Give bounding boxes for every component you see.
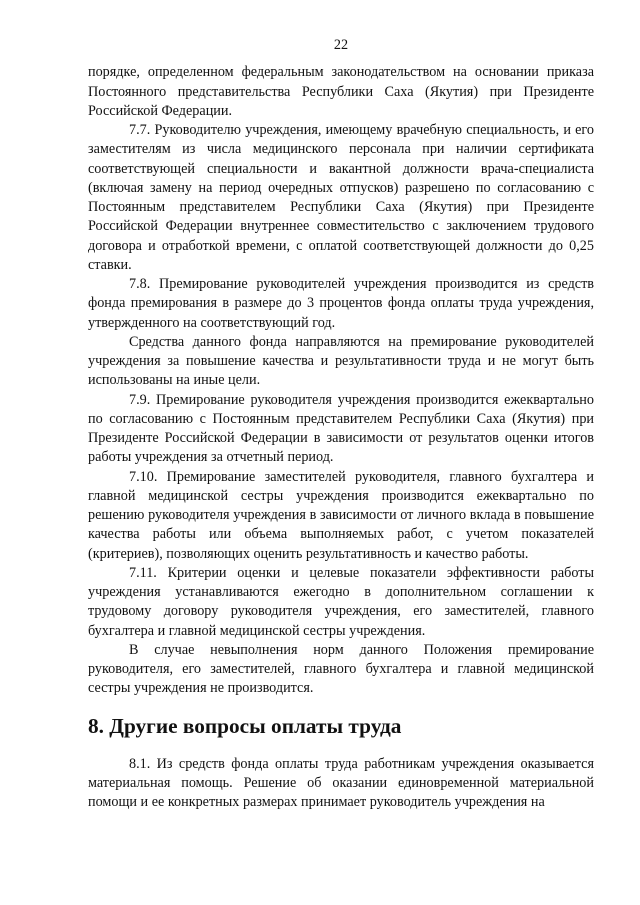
document-page <box>88 36 594 813</box>
paragraph-non-compliance: В случае невыполнения норм данного Положения премирование руководителя, его заместителей, главного бухгалтера и главной медицинской сестры учреждения не производится. <box>88 641 594 697</box>
paragraph-8-1: 8.1. Из средств фонда оплаты труда работникам учреждения оказывается материальная помощь. Решение об оказании единовременной материальной помощи и ее конкретных размерах принимает руководитель учреждения на <box>88 755 594 811</box>
paragraph-fund-usage: Средства данного фонда направляются на премирование руководителей учреждения за повышение качества и результативности труда и не могут быть использованы на иные цели. <box>88 333 594 389</box>
paragraph-continuation: порядке, определенном федеральным законодательством на основании приказа Постоянного представительства Республики Саха (Якутия) при Президенте Российской Федерации. <box>88 64 594 119</box>
paragraph-7-7: 7.7. Руководителю учреждения, имеющему врачебную специальность, и его заместителям из числа медицинского персонала при наличии сертификата соответствующей специальности и вакантной должности врача-специалиста (включая замену на период очередных отпусков) разрешено по согласованию с Постоянным представителем Республики Саха (Якутия) при Президенте Российской Федерации внутреннее совместительство с заключением трудового договора и отработкой времени, с оплатой соответствующей должности до 0,25 ставки. <box>88 122 594 273</box>
section-heading: 8. Другие вопросы оплаты труда <box>88 713 402 738</box>
paragraph-7-11: 7.11. Критерии оценки и целевые показатели эффективности работы учреждения устанавливаются ежегодно в дополнительном соглашении к трудовому договору руководителя учреждения, его заместителей, главного бухгалтера и главной медицинской сестры учреждения. <box>88 564 594 639</box>
paragraph-7-8: 7.8. Премирование руководителей учреждения производится из средств фонда премирования в размере до 3 процентов фонда оплаты труда учреждения, утвержденного на соответствующий год. <box>88 276 594 331</box>
page-number: 22 <box>333 37 349 53</box>
paragraph-7-10: 7.10. Премирование заместителей руководителя, главного бухгалтера и главной медицинской сестры учреждения производится ежеквартально по решению руководителя учреждения в зависимости от личного вклада в повышение качества работы или объема выполняемых работ, с учетом показателей (критериев), позволяющих оценить результативность и качество работы. <box>88 468 594 562</box>
paragraph-7-9: 7.9. Премирование руководителя учреждения производится ежеквартально по согласованию с Постоянным представителем Республики Саха (Якутия) при Президенте Российской Федерации в зависимости от результатов оценки итогов работы учреждения за отчетный период. <box>88 391 594 466</box>
